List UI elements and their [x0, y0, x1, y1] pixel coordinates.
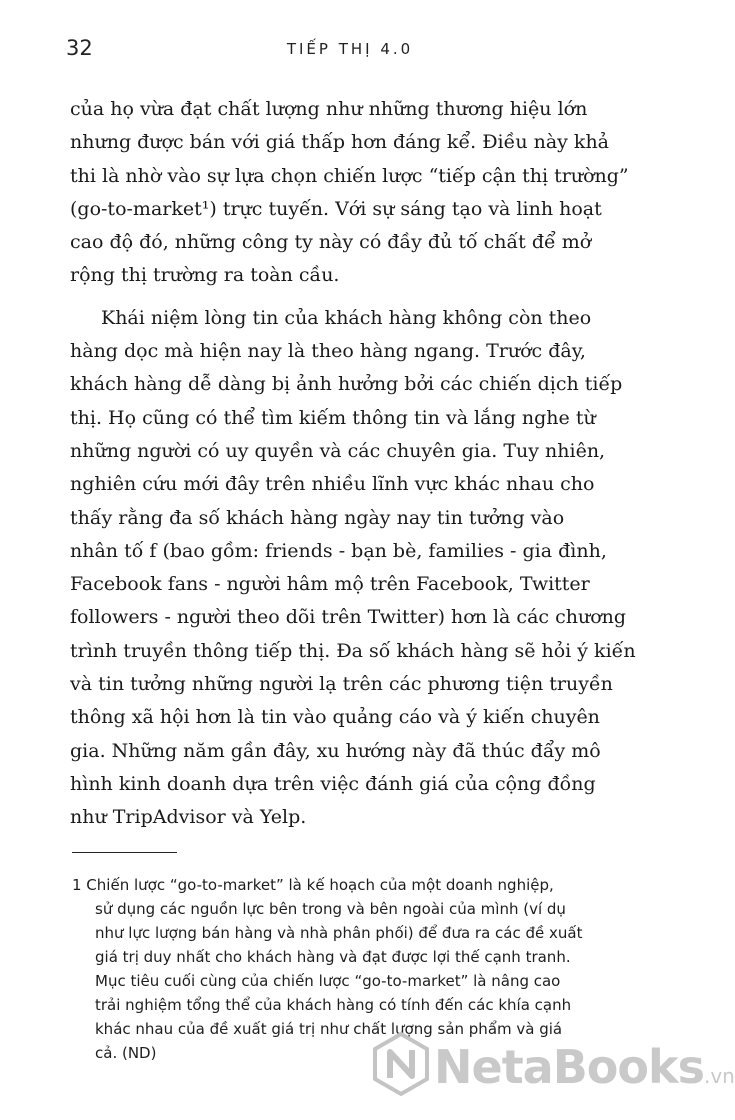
watermark — [372, 1032, 735, 1112]
footnote-line: khác nhau của đề xuất giá trị như chất lượng sản phẩm và giá — [95, 1020, 563, 1038]
text-line: hàng dọc mà hiện nay là theo hàng ngang. Trước đây, — [70, 340, 586, 363]
text-line: thi là nhờ vào sự lựa chọn chiến lược “tiếp cận thị trường” — [70, 164, 629, 187]
text-line: rộng thị trường ra toàn cầu. — [70, 264, 340, 287]
text-line: như TripAdvisor và Yelp. — [70, 806, 307, 829]
body-text — [70, 93, 640, 835]
text-line: khách hàng dễ dàng bị ảnh hưởng bởi các chiến dịch tiếp — [70, 373, 623, 396]
footnote-divider — [72, 852, 177, 853]
text-line: của họ vừa đạt chất lượng như những thương hiệu lớn — [70, 98, 588, 120]
text-line: thị. Họ cũng có thể tìm kiếm thông tin và lắng nghe từ — [70, 406, 596, 429]
text-line: những người có uy quyền và các chuyên gia. Tuy nhiên, — [70, 439, 606, 462]
text-line: (go-to-market¹) trực tuyến. Với sự sáng tạo và linh hoạt — [70, 197, 602, 220]
footnote-line: giá trị duy nhất cho khách hàng và đạt được lợi thế cạnh tranh. — [95, 948, 571, 966]
footnote-line: Mục tiêu cuối cùng của chiến lược “go-to-market” là nâng cao — [95, 972, 561, 990]
running-title: TIẾP THỊ 4.0 — [286, 40, 414, 58]
text-line: thấy rằng đa số khách hàng ngày nay tin tưởng vào — [70, 506, 565, 529]
page-number: 32 — [66, 36, 93, 60]
paragraph-2 — [70, 302, 640, 835]
text-line: Khái niệm lòng tin của khách hàng không còn theo — [101, 306, 592, 329]
text-line: nghiên cứu mới đây trên nhiều lĩnh vực khác nhau cho — [70, 473, 595, 496]
watermark-brand: NetaBooks.vn — [434, 1040, 735, 1094]
text-line: gia. Những năm gần đây, xu hướng này đã thúc đẩy mô — [70, 739, 601, 762]
text-line: nhân tố f (bao gồm: friends - bạn bè, families - gia đình, — [70, 539, 607, 562]
paragraph-1 — [70, 93, 640, 293]
footnote-line: trải nghiệm tổng thể của khách hàng có tính đến các khía cạnh — [95, 996, 572, 1014]
text-line: trình truyền thông tiếp thị. Đa số khách hàng sẽ hỏi ý kiến — [70, 639, 636, 662]
text-line: và tin tưởng những người lạ trên các phương tiện truyền — [70, 673, 613, 696]
text-line: Facebook fans - người hâm mộ trên Facebook, Twitter — [70, 573, 590, 596]
text-line: followers - người theo dõi trên Twitter) hơn là các chương — [70, 606, 627, 629]
footnote-line: 1 Chiến lược “go-to-market” là kế hoạch của một doanh nghiệp, — [72, 876, 554, 894]
netabooks-n-logo-icon — [372, 1032, 430, 1096]
text-line: hình kinh doanh dựa trên việc đánh giá của cộng đồng — [70, 772, 596, 795]
text-line: thông xã hội hơn là tin vào quảng cáo và ý kiến chuyên — [70, 706, 600, 729]
text-line: cao độ đó, những công ty này có đầy đủ tố chất để mở — [70, 231, 592, 254]
footnote-line: như lực lượng bán hàng và nhà phân phối) để đưa ra các đề xuất — [95, 924, 583, 942]
footnote-line: sử dụng các nguồn lực bên trong và bên ngoài của mình (ví dụ — [95, 900, 566, 918]
footnote-line: cả. (ND) — [95, 1044, 157, 1062]
text-line: nhưng được bán với giá thấp hơn đáng kể. Điều này khả — [70, 131, 610, 154]
